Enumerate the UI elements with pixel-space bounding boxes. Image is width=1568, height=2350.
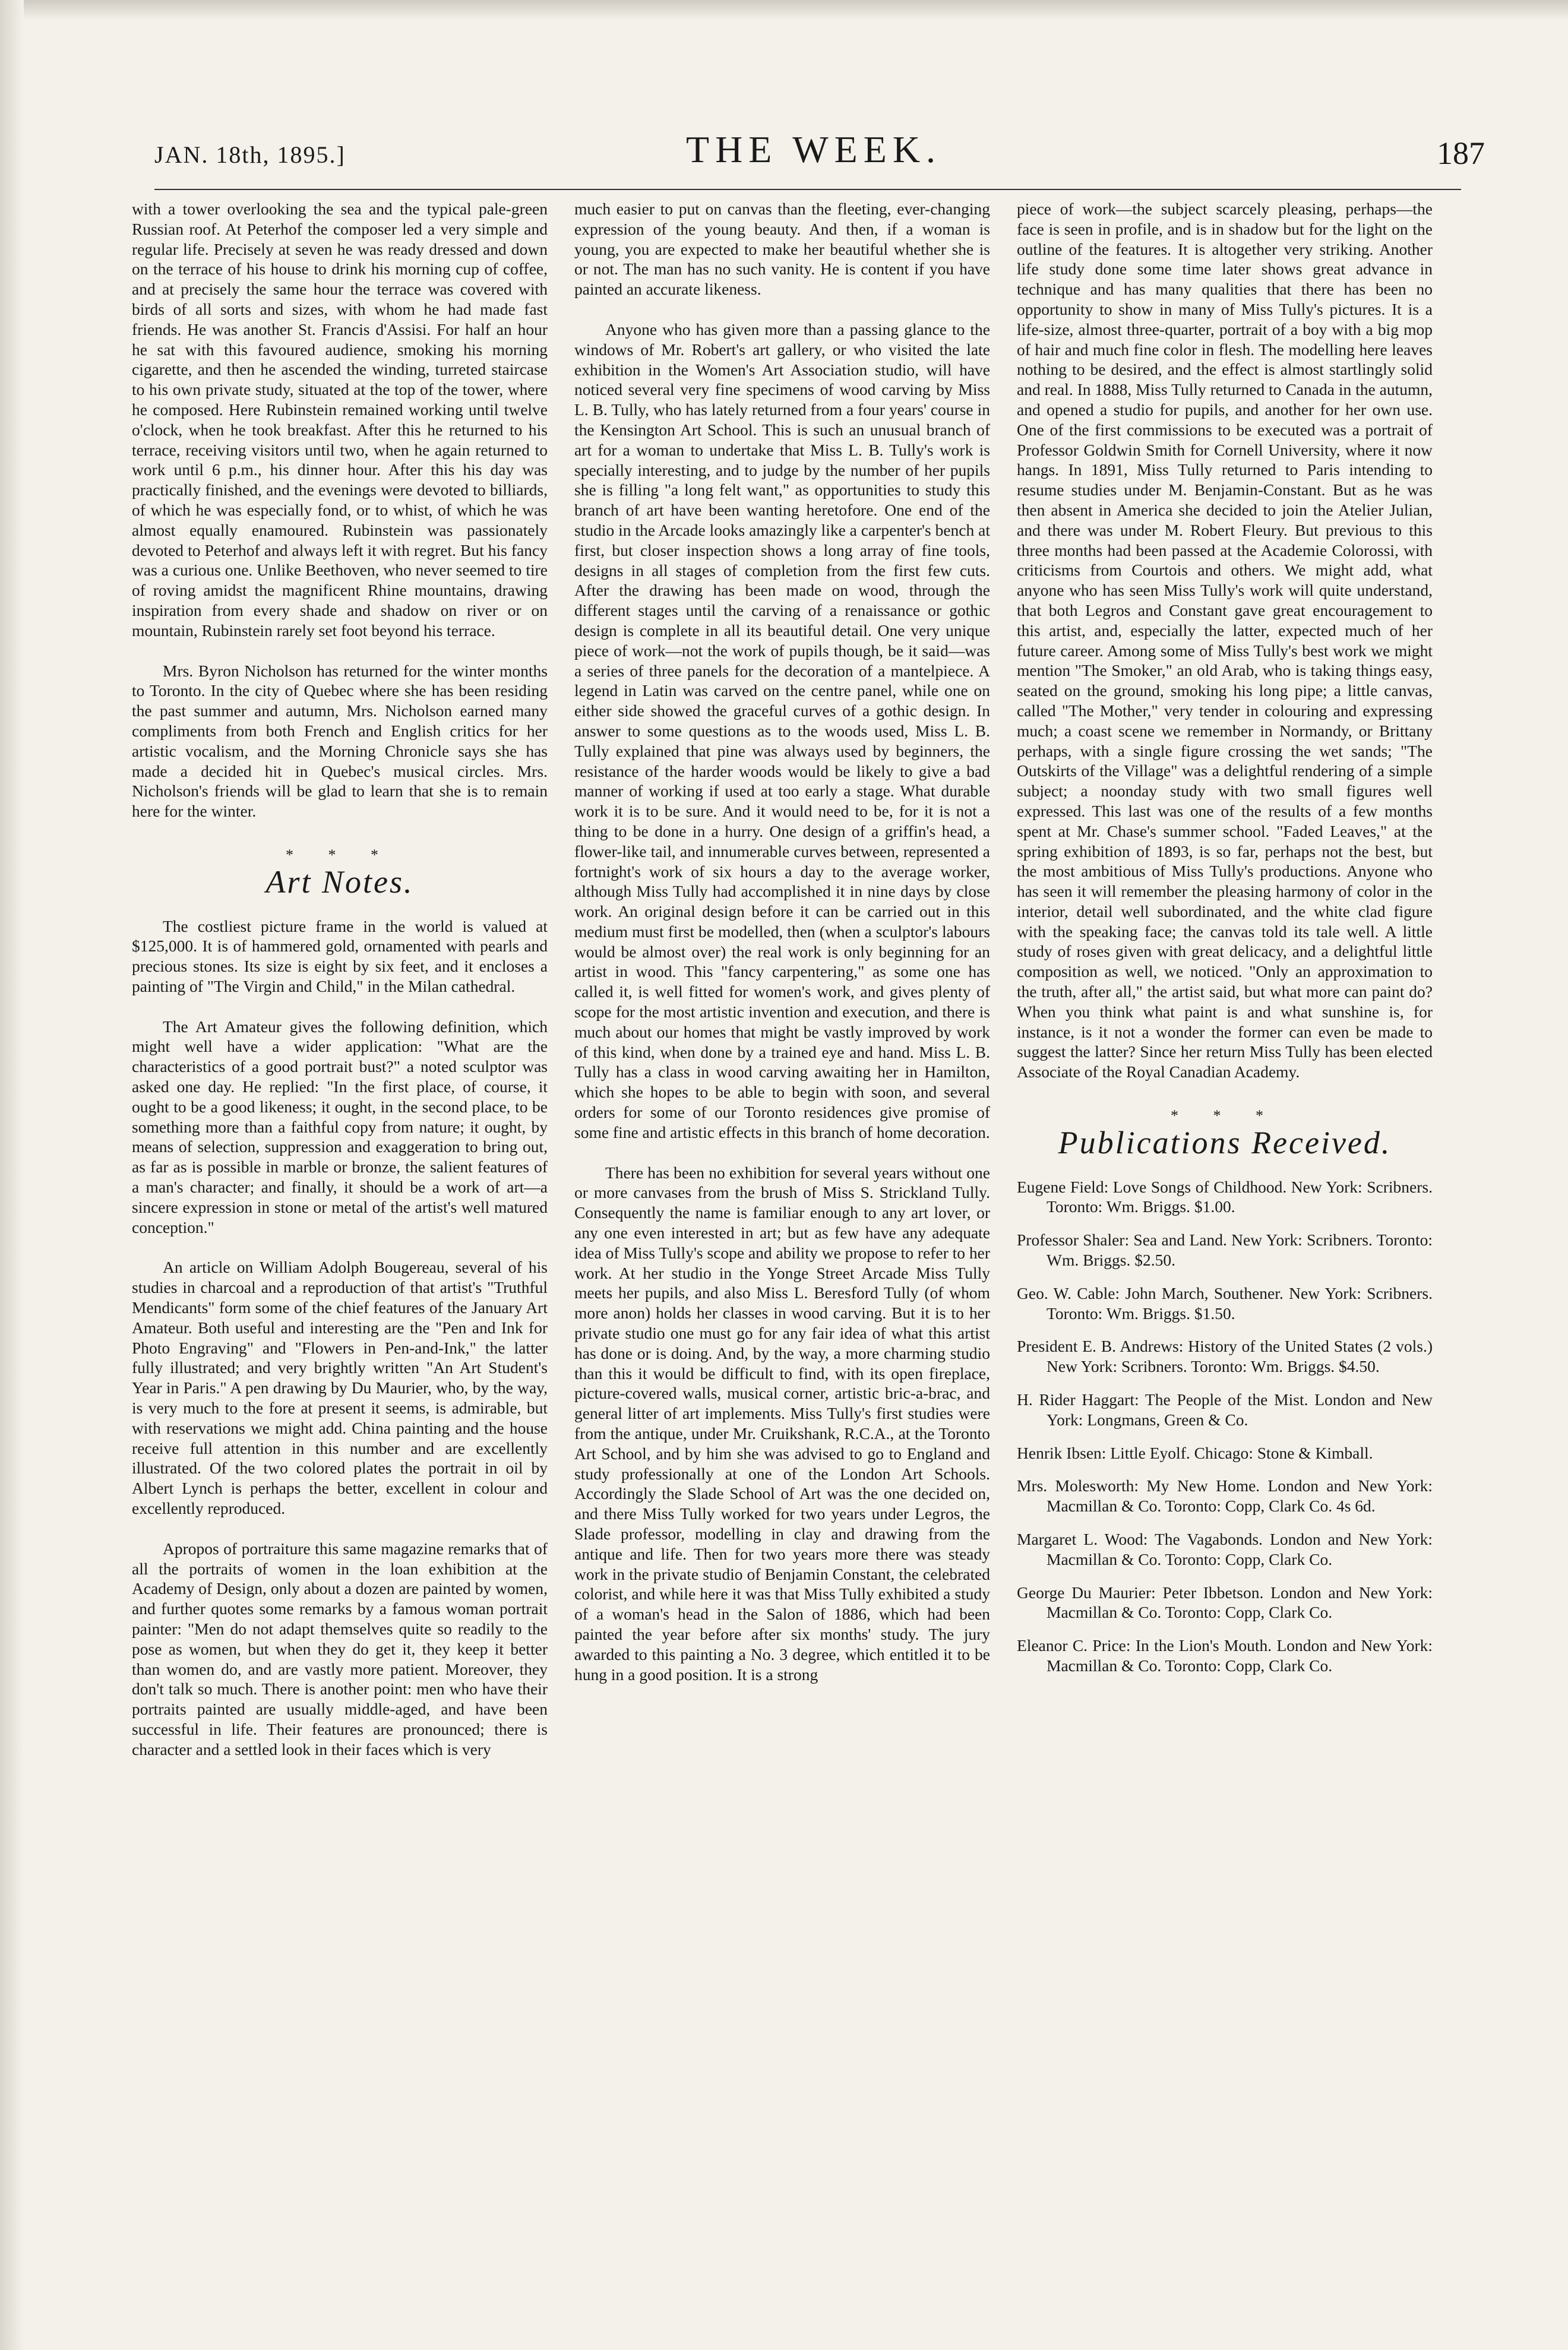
paragraph-wood-carving: Anyone who has given more than a passing glance to the windows of Mr. Robert's art gallery, or who visited the late exhibition in the Women's Art Association studio, will have noticed several very fine specimens of wood carving by Miss L. B. Tully, who has lately returned from a four years' course in the Kensington Art School. This is such an unusual branch of art for a woman to undertake that Miss L. B. Tully's work is specially interesting, and to judge by the number of her pupils she is filling "a long felt want," as opportunities to study this branch of art have been wanting heretofore. One end of the studio in the Arcade looks amazingly like a carpenter's bench at first, but closer inspection shows a long array of fine tools, designs in all stages of completion from the first few cuts. After the drawing has been made on wood, through the different stages until the carving of a renaissance or gothic design is complete in all its beautiful detail. One very unique piece of work—not the work of pupils though, be it said—was a series of three panels for the decoration of a mantelpiece. A legend in Latin was carved on the centre panel, while one on either side showed the graceful curves of a gothic design. In answer to some questions as to the woods used, Miss L. B. Tully explained that pine was always used by beginners, the resistance of the harder woods would be likely to give a bad manner of working if used at too early a stage. What durable work it is to be sure. And it would need to be, for it is not a thing to be done in a hurry. One design of a griffin's head, a flower-like tail, and innumerable curves between, represented a fortnight's work of six hours a day to the average worker, although Miss Tully had accomplished it in nine days by close work. An original design before it can be carried out in this medium must first be modelled, then (when a sculptor's labours would be almost over) the real work is only beginning for an artist in wood. This "fancy carpentering," as some one has called it, is well fitted for women's work, and gives plenty of scope for the most artistic invention and execution, and there is much about our homes that might be vastly improved by work of this kind, when done by a trained eye and hand. Miss L. B. Tully has a class in wood carving awaiting her in Hamilton, which she hopes to be able to begin with soon, and several orders for some of our Toronto residences give promise of some fine and artistic effects in this branch of home decoration. xyxy=(574,320,990,1141)
column-2 xyxy=(574,199,990,1684)
scan-edge-left xyxy=(0,0,24,2350)
list-item: Eugene Field: Love Songs of Childhood. New York: Scribners. Toronto: Wm. Briggs. $1.00. xyxy=(1017,1177,1433,1216)
list-item: Mrs. Molesworth: My New Home. London and New York: Macmillan & Co. Toronto: Copp, Clark Co. 4s 6d. xyxy=(1017,1476,1433,1516)
publication-title: THE WEEK. xyxy=(685,128,942,170)
list-item: President E. B. Andrews: History of the United States (2 vols.) New York: Scribners. Toronto: Wm. Briggs. $4.50. xyxy=(1017,1337,1433,1376)
page-number: 187 xyxy=(1437,135,1485,171)
section-heading-publications: Publications Received. xyxy=(1058,1124,1392,1160)
paragraph-continued: much easier to put on canvas than the fleeting, ever-changing expression of the young beauty. And then, if a woman is young, you are expected to make her beautiful whether she is or not. The man has no such vanity. He is content if you have painted an accurate likeness. xyxy=(574,200,990,299)
ornament-divider: * * * xyxy=(1171,1107,1279,1125)
list-item: Margaret L. Wood: The Vagabonds. London and New York: Macmillan & Co. Toronto: Copp, Clark Co. xyxy=(1017,1530,1433,1568)
list-item: Eleanor C. Price: In the Lion's Mouth. London and New York: Macmillan & Co. Toronto: Copp, Clark Co. xyxy=(1017,1636,1433,1675)
paragraph-continued: piece of work—the subject scarcely pleasing, perhaps—the face is seen in profile, and is in shadow but for the light on the outline of the features. It is altogether very striking. Another life study done some time later shows great advance in technique and has many qualities that there has been no opportunity to show in many of Miss Tully's pictures. It is a life-size, almost three-quarter, portrait of a boy with a big mop of hair and much fine color in flesh. The modelling here leaves nothing to be desired, and the effect is almost startlingly solid and real. In 1888, Miss Tully returned to Canada in the autumn, and opened a studio for pupils, and another for her own use. One of the first commissions to be executed was a portrait of Professor Goldwin Smith for Cornell University, where it now hangs. In 1891, Miss Tully returned to Paris intending to resume studies under M. Benjamin-Constant. But as he was then absent in America she decided to join the Atelier Julian, and there was under M. Robert Fleury. But previous to this three months had been passed at the Academie Colorossi, with criticisms from Courtois and others. We might add, what anyone who has seen Miss Tully's work will quite understand, that both Legros and Constant gave great encouragement to this artist, and, especially the latter, expected much of her future career. Among some of Miss Tully's best work we might mention "The Smoker," an old Arab, who is taking things easy, seated on the ground, smoking his long pipe; a little canvas, called "The Mother," very tender in colouring and expressing much; a coast scene we remember in Normandy, or Brittany perhaps, with a single figure crossing the wet sands; "The Outskirts of the Village" was a delightful rendering of a simple subject; a noonday study with two small figures well expressed. This last was one of the results of a few months spent at Mr. Chase's summer school. "Faded Leaves," at the spring exhibition of 1893, is so far, perhaps not the best, but the most ambitious of Miss Tully's productions. Anyone who has seen it will remember the pleasing harmony of color in the interior, detail well subordinated, and the white clad figure with the speaking face; the canvas told its tale well. A little study of roses given with great delicacy, and a delightful little composition as well, we noticed. "Only an approximation to the truth, after all," the artist said, but what more can paint do? When you think what paint is and what sunshine is, for instance, is it not a wonder the former can even be made to suggest the latter? Since her return Miss Tully has been elected Associate of the Royal Canadian Academy. xyxy=(1017,200,1433,1081)
issue-date: JAN. 18th, 1895.] xyxy=(154,141,346,168)
masthead xyxy=(143,128,1485,199)
masthead-rule xyxy=(154,189,1461,190)
paragraph-picture-frame: The costliest picture frame in the world is valued at $125,000. It is of hammered gold, ornamented with pearls and precious stones. Its size is eight by six feet, and it encloses a painting of "The Virgin and Child," in the Milan cathedral. xyxy=(132,916,548,995)
list-item: Henrik Ibsen: Little Eyolf. Chicago: Stone & Kimball. xyxy=(1017,1443,1373,1462)
list-item: Professor Shaler: Sea and Land. New York: Scribners. Toronto: Wm. Briggs. $2.50. xyxy=(1017,1231,1433,1270)
paragraph-strickland-tully: There has been no exhibition for several years without one or more canvases from the brush of Miss S. Strickland Tully. Consequently the name is familiar enough to any art lover, or any one even interested in art; but as few have any adequate idea of Miss Tully's scope and ability we propose to refer to her work. At her studio in the Yonge Street Arcade Miss Tully meets her pupils, and also Miss L. Beresford Tully (of whom more anon) holds her classes in wood carving. But it is to her private studio one must go for any fair idea of what this artist has done or is doing. And, by the way, a more charming studio than this it would be difficult to find, with its open fireplace, picture-covered walls, musical corner, artistic bric-a-brac, and general litter of art implements. Miss Tully's first studies were from the antique, under Mr. Cruikshank, R.C.A., at the Toronto Art School, and by him she was advised to go to England and study professionally at one of the London Art Schools. Accordingly the Slade School of Art was the one decided on, and there Miss Tully worked for two years under Legros, the Slade professor, modelling in clay and drawing from the antique and life. Then for two years more there was steady work in the private studio of Benjamin Constant, the celebrated colorist, and while here it was that Miss Tully exhibited a study of a woman's head in the Salon of 1886, which had been painted the year before after six months' study. The jury awarded to this painting a No. 3 degree, which entitled it to be hung in a good position. It is a strong xyxy=(574,1163,990,1684)
list-item: George Du Maurier: Peter Ibbetson. London and New York: Macmillan & Co. Toronto: Copp, Clark Co. xyxy=(1017,1583,1433,1622)
ornament-divider: * * * xyxy=(286,846,394,864)
paragraph-nicholson: Mrs. Byron Nicholson has returned for the winter months to Toronto. In the city of Quebec where she has been residing the past summer and autumn, Mrs. Nicholson earned many compliments from both French and English critics for her artistic vocalism, and the Morning Chronicle says she has made a decided hit in Quebec's musical circles. Mrs. Nicholson's friends will be glad to learn that she is to remain here for the winter. xyxy=(132,661,548,821)
list-item: Geo. W. Cable: John March, Southener. New York: Scribners. Toronto: Wm. Briggs. $1.50. xyxy=(1017,1283,1433,1323)
paragraph-art-amateur: The Art Amateur gives the following definition, which might well have a wider application: "What are the characteristics of a good portrait bust?" a noted sculptor was asked one day. He replied: "In the first place, of course, it ought to be a good likeness; it ought, in the second place, to be something more than a faithful copy from nature; it ought, by means of selection, suppression and exaggeration to bring out, as far as is possible in marble or bronze, the salient features of a man's character; and finally, it should be a work of art—a sincere expression in stone or metal of the artist's well matured conception." xyxy=(132,1017,548,1236)
publications-list xyxy=(1017,1177,1433,1676)
section-heading-art-notes: Art Notes. xyxy=(265,864,414,900)
paragraph-continued: with a tower overlooking the sea and the typical pale-green Russian roof. At Peterhof the composer led a very simple and regular life. Precisely at seven he was ready dressed and down on the terrace of his house to drink his morning cup of coffee, and at precisely the same hour the terrace was covered with birds of all sorts and sizes, with whom he had made fast friends. He was another St. Francis d'Assisi. For half an hour he sat with this favoured audience, smoking his morning cigarette, and then he ascended the winding, turreted staircase to his own private study, situated at the top of the tower, where he composed. Here Rubinstein remained working until twelve o'clock, when he took breakfast. After this he returned to his terrace, receiving visitors until two, when he again returned to work until 6 p.m., his dinner hour. After this his day was practically finished, and the evenings were devoted to billiards, of which he was especially fond, or to whist, of which he was almost equally enamoured. Rubinstein was passionately devoted to Peterhof and always left it with regret. But his fancy was a curious one. Unlike Beethoven, who never seemed to tire of roving amidst the magnificent Rhine mountains, drawing inspiration from every shade and shadow on river or on mountain, Rubinstein rarely set foot beyond his terrace. xyxy=(132,200,548,640)
list-item: H. Rider Haggart: The People of the Mist. London and New York: Longmans, Green & Co. xyxy=(1017,1390,1433,1429)
scan-edge-top xyxy=(0,0,1568,20)
paragraph-bougereau: An article on William Adolph Bougereau, several of his studies in charcoal and a reproduction of that artist's "Truthful Mendicants" form some of the chief features of the January Art Amateur. Both useful and interesting are the "Pen and Ink for Photo Engraving" and "Flowers in Pen-and-Ink," the latter fully illustrated; and very brightly written "An Art Student's Year in Paris." A pen drawing by Du Maurier, who, by the way, is very much to the fore at present it seems, is admirable, but with reservations we might add. China painting and the house receive full attention in this number and are excellently illustrated. Of the two colored plates the portrait in oil by Albert Lynch is perhaps the better, excellent in colour and excellently reproduced. xyxy=(132,1258,548,1518)
column-3 xyxy=(1017,199,1433,1689)
paragraph-portraiture: Apropos of portraiture this same magazine remarks that of all the portraits of women in the loan exhibition at the Academy of Design, only about a dozen are painted by women, and further quotes some remarks by a famous woman portrait painter: "Men do not adapt themselves quite so readily to the pose as women, but when they do get it, they keep it better than women do, and are vastly more patient. Moreover, they don't talk so much. There is another point: men who have their portraits painted are usually middle-aged, and have been successful in life. Their features are pronounced; there is character and a settled look in their faces which is very xyxy=(132,1539,548,1758)
column-1 xyxy=(132,199,548,1760)
